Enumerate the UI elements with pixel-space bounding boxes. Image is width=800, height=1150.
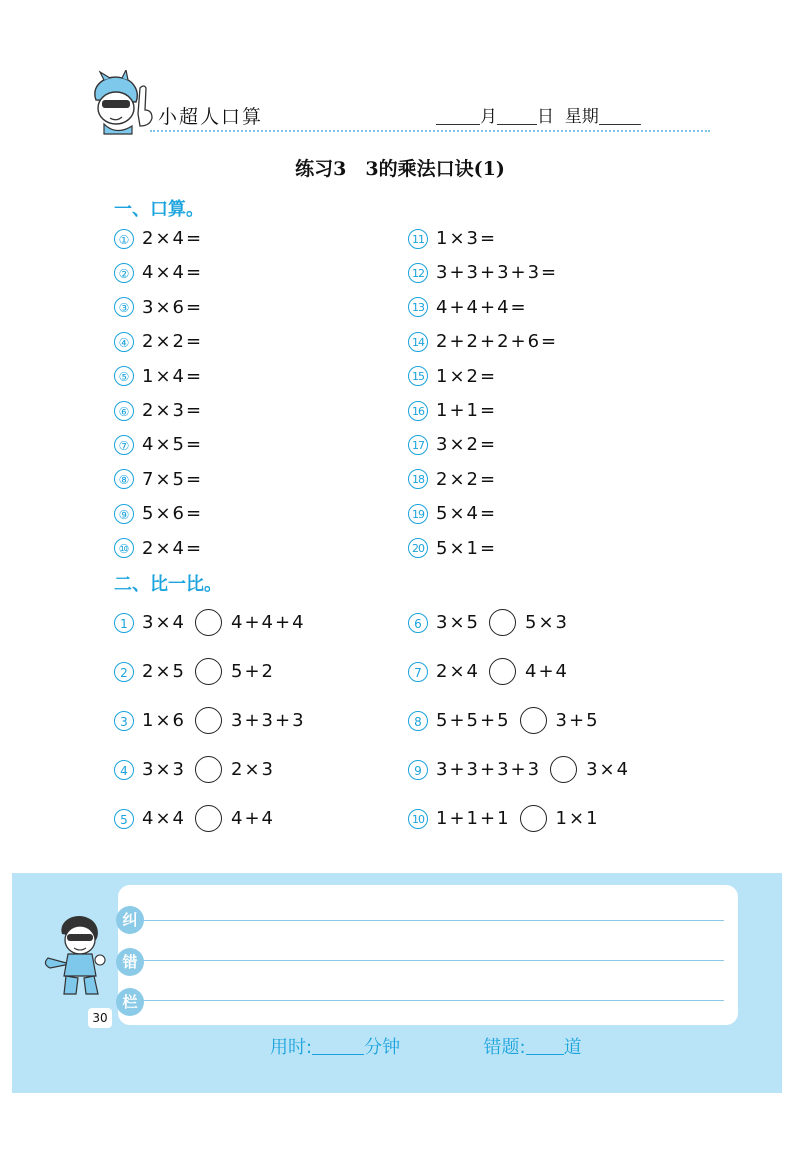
- compare-left-expression: 3×3: [142, 759, 186, 780]
- compare-answer-circle[interactable]: [520, 707, 547, 734]
- compare-item: [114, 609, 306, 636]
- mental-math-item: [114, 228, 203, 249]
- correction-line[interactable]: [140, 960, 724, 961]
- mental-math-item: [114, 434, 203, 455]
- correction-panel: [118, 885, 738, 1025]
- month-label: 月: [480, 107, 497, 127]
- mental-math-item: [114, 400, 203, 421]
- item-number: 16: [408, 401, 428, 421]
- item-number: ⑧: [114, 469, 134, 489]
- item-number: 17: [408, 435, 428, 455]
- item-number: 13: [408, 297, 428, 317]
- item-number: 12: [408, 263, 428, 283]
- compare-item: [114, 756, 275, 783]
- mental-math-item: [114, 366, 203, 387]
- item-number: 8: [408, 711, 428, 731]
- item-number: 2: [114, 662, 134, 682]
- math-expression: 2×4=: [142, 228, 204, 249]
- item-number: 6: [408, 613, 428, 633]
- math-expression: 3×6=: [142, 296, 204, 318]
- item-number: 11: [408, 229, 428, 249]
- item-number: 19: [408, 504, 428, 524]
- item-number: ②: [114, 263, 134, 283]
- item-number: 1: [114, 613, 134, 633]
- mental-math-item: [114, 297, 203, 318]
- compare-right-expression: 3+3+3: [231, 710, 306, 731]
- mental-math-item: [408, 538, 497, 559]
- math-expression: 4×5=: [142, 434, 204, 456]
- compare-item: [408, 707, 600, 734]
- compare-answer-circle[interactable]: [195, 756, 222, 783]
- math-expression: 4+4+4=: [436, 296, 528, 318]
- item-number: ①: [114, 229, 134, 249]
- math-expression: 3+3+3+3=: [436, 262, 559, 284]
- errors-blank[interactable]: [526, 1038, 564, 1055]
- compare-left-expression: 1+1+1: [436, 808, 511, 829]
- item-number: ③: [114, 297, 134, 317]
- compare-item: [408, 609, 569, 636]
- compare-item: [408, 756, 630, 783]
- compare-left-expression: 4×4: [142, 808, 186, 829]
- mental-math-item: [408, 228, 497, 249]
- mental-math-item: [114, 469, 203, 490]
- math-expression: 2×3=: [142, 400, 204, 421]
- mental-math-item: [408, 503, 497, 524]
- mental-math-item: [114, 538, 203, 559]
- item-number: 18: [408, 469, 428, 489]
- math-expression: 4×4=: [142, 262, 204, 284]
- item-number: ⑤: [114, 366, 134, 386]
- time-unit: 分钟: [364, 1037, 401, 1058]
- item-number: 9: [408, 760, 428, 780]
- compare-answer-circle[interactable]: [195, 658, 222, 685]
- compare-answer-circle[interactable]: [550, 756, 577, 783]
- math-expression: 2×2=: [142, 331, 204, 353]
- item-number: ⑩: [114, 538, 134, 558]
- compare-item: [408, 658, 569, 685]
- page-number: 30: [88, 1008, 112, 1028]
- correction-line[interactable]: [140, 920, 724, 921]
- compare-left-expression: 3×5: [436, 612, 480, 633]
- weekday-label: 星期: [564, 107, 599, 127]
- day-blank[interactable]: [497, 108, 537, 125]
- compare-item: [114, 658, 275, 685]
- mental-math-item: [408, 331, 558, 352]
- item-number: ④: [114, 332, 134, 352]
- month-blank[interactable]: [436, 108, 480, 125]
- day-label: 日: [537, 107, 554, 127]
- item-number: 7: [408, 662, 428, 682]
- compare-right-expression: 1×1: [555, 808, 600, 829]
- item-number: 5: [114, 809, 134, 829]
- math-expression: 2+2+2+6=: [436, 331, 559, 353]
- date-fields: [436, 102, 641, 127]
- compare-left-expression: 3×4: [142, 612, 186, 633]
- compare-answer-circle[interactable]: [195, 707, 222, 734]
- item-number: ⑦: [114, 435, 134, 455]
- math-expression: 5×6=: [142, 503, 204, 525]
- errors-unit: 道: [563, 1037, 582, 1058]
- compare-answer-circle[interactable]: [195, 805, 222, 832]
- compare-left-expression: 1×6: [142, 710, 186, 731]
- compare-right-expression: 5+2: [231, 661, 275, 682]
- correction-label-char: 纠: [116, 906, 144, 934]
- item-number: 14: [408, 332, 428, 352]
- item-number: 15: [408, 366, 428, 386]
- errors-label: 错题:: [483, 1037, 526, 1058]
- compare-answer-circle[interactable]: [195, 609, 222, 636]
- page-title: 练习3 3的乘法口诀(1): [295, 158, 505, 180]
- compare-left-expression: 2×5: [142, 661, 186, 682]
- mascot-character-icon: [40, 912, 120, 1000]
- math-expression: 7×5=: [142, 468, 204, 490]
- item-number: 3: [114, 711, 134, 731]
- compare-item: [114, 805, 275, 832]
- compare-right-expression: 4+4: [525, 661, 569, 682]
- math-expression: 2×2=: [436, 468, 498, 490]
- item-number: 20: [408, 538, 428, 558]
- compare-left-expression: 5+5+5: [436, 710, 511, 731]
- mental-math-item: [408, 400, 497, 421]
- mental-math-item: [408, 262, 558, 283]
- weekday-blank[interactable]: [599, 108, 641, 125]
- compare-answer-circle[interactable]: [520, 805, 547, 832]
- header-divider: [150, 130, 710, 132]
- mascot-logo-icon: [82, 70, 158, 136]
- compare-right-expression: 4+4: [231, 808, 275, 829]
- compare-right-expression: 3×4: [586, 759, 631, 780]
- mental-math-item: [408, 469, 497, 490]
- correction-label-char: 错: [116, 948, 144, 976]
- item-number: ⑨: [114, 504, 134, 524]
- math-expression: 1×2=: [436, 365, 498, 387]
- math-expression: 5×4=: [436, 503, 498, 525]
- mental-math-item: [408, 434, 497, 455]
- math-expression: 3×2=: [436, 434, 498, 456]
- item-number: ⑥: [114, 401, 134, 421]
- correction-line[interactable]: [140, 1000, 724, 1001]
- mental-math-item: [408, 366, 497, 387]
- compare-item: [408, 805, 600, 832]
- item-number: 10: [408, 809, 428, 829]
- compare-right-expression: 3+5: [555, 710, 600, 731]
- math-expression: 1+1=: [436, 400, 498, 421]
- mental-math-item: [114, 262, 203, 283]
- compare-right-expression: 4+4+4: [231, 612, 306, 633]
- footer-stats: [270, 1033, 582, 1059]
- section-heading-compare: 二、比一比。: [114, 574, 222, 595]
- compare-right-expression: 5×3: [525, 612, 569, 633]
- math-expression: 5×1=: [436, 537, 498, 559]
- mental-math-item: [114, 331, 203, 352]
- time-label: 用时:: [270, 1037, 313, 1058]
- compare-right-expression: 2×3: [231, 759, 275, 780]
- mental-math-item: [114, 503, 203, 524]
- time-blank[interactable]: [312, 1038, 364, 1055]
- compare-answer-circle[interactable]: [489, 658, 516, 685]
- compare-item: [114, 707, 306, 734]
- compare-answer-circle[interactable]: [489, 609, 516, 636]
- compare-left-expression: 3+3+3+3: [436, 759, 542, 780]
- math-expression: 1×3=: [436, 228, 498, 249]
- mental-math-item: [408, 297, 528, 318]
- compare-left-expression: 2×4: [436, 661, 480, 682]
- correction-label-char: 栏: [116, 988, 144, 1016]
- item-number: 4: [114, 760, 134, 780]
- math-expression: 2×4=: [142, 537, 204, 559]
- math-expression: 1×4=: [142, 365, 204, 387]
- brand-name: 小超人口算: [158, 106, 264, 128]
- section-heading-mental-math: 一、口算。: [114, 199, 204, 220]
